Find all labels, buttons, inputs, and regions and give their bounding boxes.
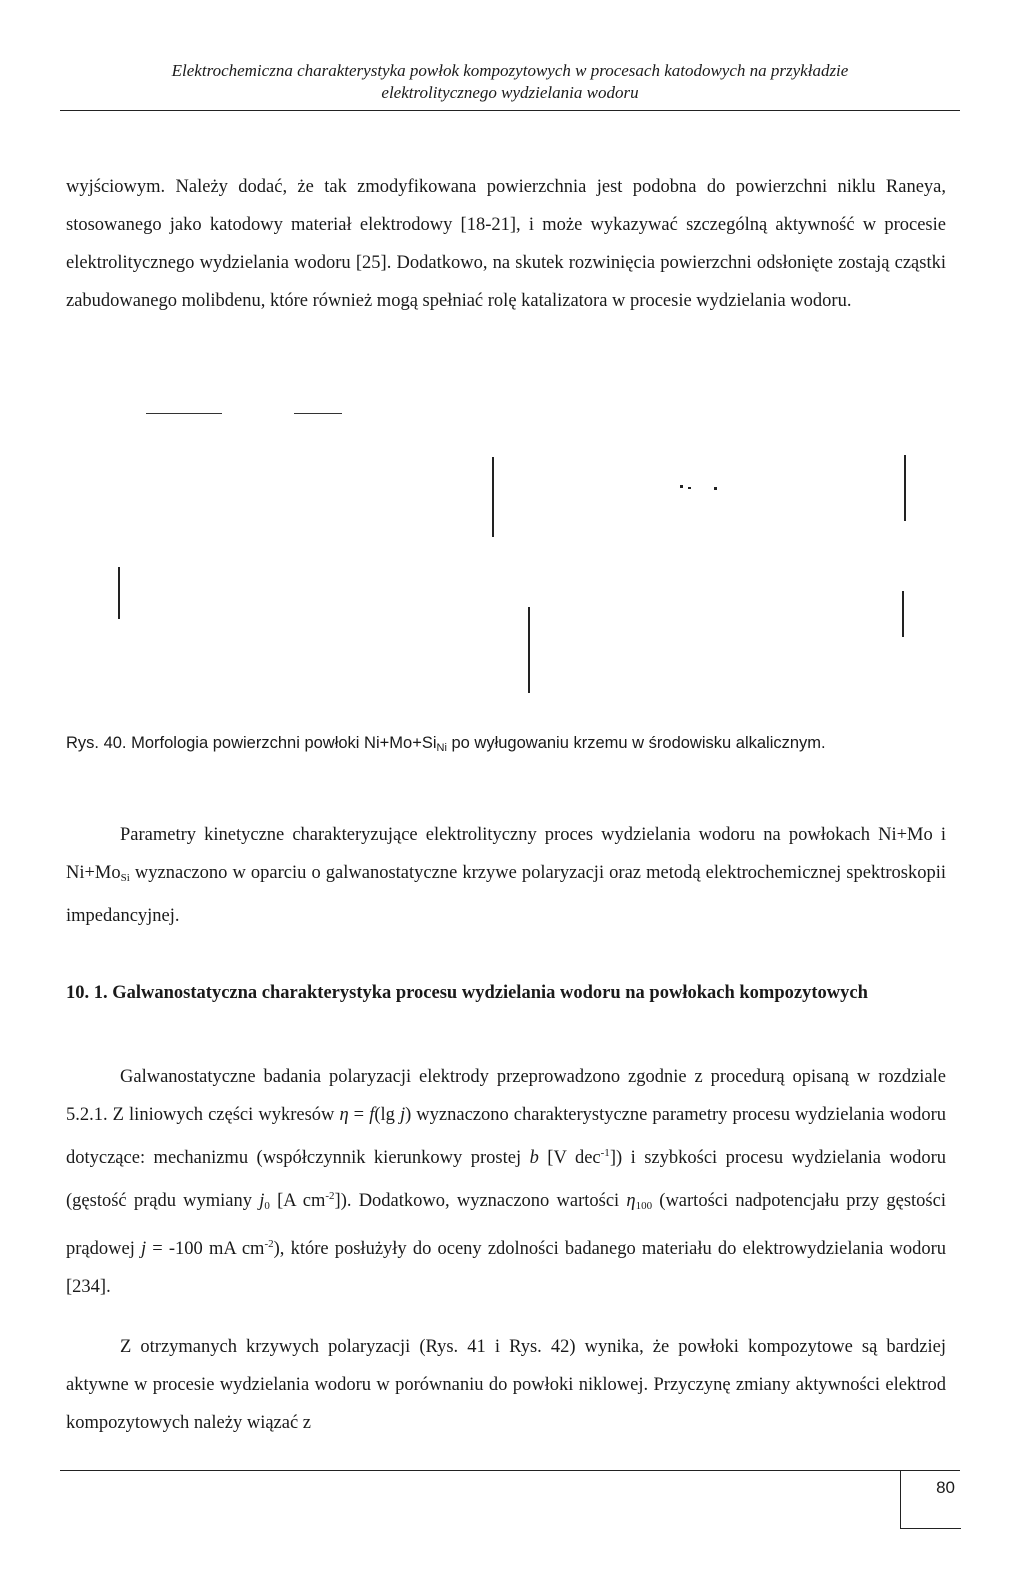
figure-mark <box>688 487 691 489</box>
p3-text: Galwanostatyczne badania polaryzacji elektrody przeprowadzono zgodnie z procedurą opisaną w rozdziale 5.2.1. Z liniowych części wykresów <box>66 1067 946 1125</box>
figure-mark <box>714 487 717 490</box>
figure-mark <box>528 607 530 693</box>
eta100-symbol: η <box>626 1191 636 1211</box>
j0-symbol: j <box>259 1191 265 1211</box>
paragraph-1: wyjściowym. Należy dodać, że tak zmodyfikowana powierzchnia jest podobna do powierzchni niklu Raneya, stosowanego jako katodowy materiał elektrodowy [18-21], i może wykazywać szczególną aktywność w procesie elektrolitycznego wydzielania wodoru [25]. Dodatkowo, na skutek rozwinięcia powierzchni odsłonięte zostają cząstki zabudowanego molibdenu, które również mogą spełniać rolę katalizatora w procesie wydzielania wodoru. <box>66 177 946 311</box>
p3-text: = -100 mA cm <box>146 1239 265 1259</box>
header-rule <box>60 110 960 111</box>
caption-text-before: Morfologia powierzchni powłoki Ni+Mo+Si <box>126 734 437 752</box>
caption-label: Rys. 40. <box>66 734 127 752</box>
j-symbol: j <box>399 1105 406 1125</box>
paragraph-4: Z otrzymanych krzywych polaryzacji (Rys. 41 i Rys. 42) wynika, że powłoki kompozytowe są bardziej aktywne w procesie wydzielania wodoru w porównaniu do powłoki niklowej. Przyczynę zmiany aktywności elektrod kompozytowych należy wiązać z <box>66 1337 946 1433</box>
f-symbol: f <box>369 1105 375 1125</box>
p3-text: = <box>348 1105 370 1125</box>
running-header <box>60 60 960 104</box>
header-line-2: elektrolitycznego wydzielania wodoru <box>381 83 639 102</box>
p3-superscript: -1 <box>600 1147 610 1159</box>
p3-subscript: 100 <box>635 1200 653 1212</box>
p3-text: (wartości nadpotencjału przy gęstości prądowej <box>66 1191 946 1259</box>
paragraph-3 <box>66 1058 946 1306</box>
figure-mark <box>118 567 120 619</box>
figure-mark <box>902 591 904 637</box>
p3-text: [A cm <box>269 1191 326 1211</box>
p3-superscript: -2 <box>325 1190 335 1202</box>
figure-mark <box>680 485 683 488</box>
paragraph-2-text: Parametry kinetyczne charakteryzujące elektrolityczny proces wydzielania wodoru na powłokach Ni+Mo i Ni+Mo <box>66 825 946 883</box>
p3-subscript: 0 <box>264 1200 270 1212</box>
j-symbol: j <box>141 1239 147 1259</box>
p3-text: ]) i szybkości procesu wydzielania wodoru (gęstość prądu wymiany <box>66 1148 946 1211</box>
eta-symbol: η <box>339 1105 349 1125</box>
page-number-box <box>900 1470 961 1529</box>
paragraph-2-subscript: Si <box>120 872 130 884</box>
footer-rule <box>60 1470 960 1471</box>
p3-superscript: -2 <box>264 1238 274 1250</box>
figure-mark <box>294 413 342 414</box>
p3-text: ), które posłużyły do oceny zdolności badanego materiału do elektrowydzielania wodoru [234]. <box>66 1239 946 1297</box>
section-title: 10. 1. Galwanostatyczna charakterystyka procesu wydzielania wodoru na powłokach kompozytowych <box>66 983 868 1003</box>
figure-caption <box>66 728 946 763</box>
p3-text: ]). Dodatkowo, wyznaczono wartości <box>334 1191 627 1211</box>
header-line-1: Elektrochemiczna charakterystyka powłok kompozytowych w procesach katodowych na przykładzie <box>171 61 849 80</box>
paragraph-2-text-after: wyznaczono w oparciu o galwanostatyczne krzywe polaryzacji oraz metodą elektrochemicznej spektroskopii impedancyjnej. <box>66 863 946 926</box>
p3-text: [V dec <box>538 1148 601 1168</box>
b-symbol: b <box>529 1148 539 1168</box>
page-number: 80 <box>936 1478 955 1497</box>
p3-text: (lg <box>374 1105 400 1125</box>
caption-subscript: Ni <box>436 742 447 754</box>
p3-text: ) wyznaczono charakterystyczne parametry procesu wydzielania wodoru dotyczące: mechanizmu (współczynnik kierunkowy prostej <box>66 1105 946 1168</box>
paragraph-2 <box>66 816 946 935</box>
figure-mark <box>904 455 906 521</box>
figure-mark <box>492 457 494 537</box>
figure-mark <box>146 413 222 414</box>
caption-text-after: po wyługowaniu krzemu w środowisku alkalicznym. <box>446 734 826 752</box>
figure-sem-image <box>66 395 946 725</box>
